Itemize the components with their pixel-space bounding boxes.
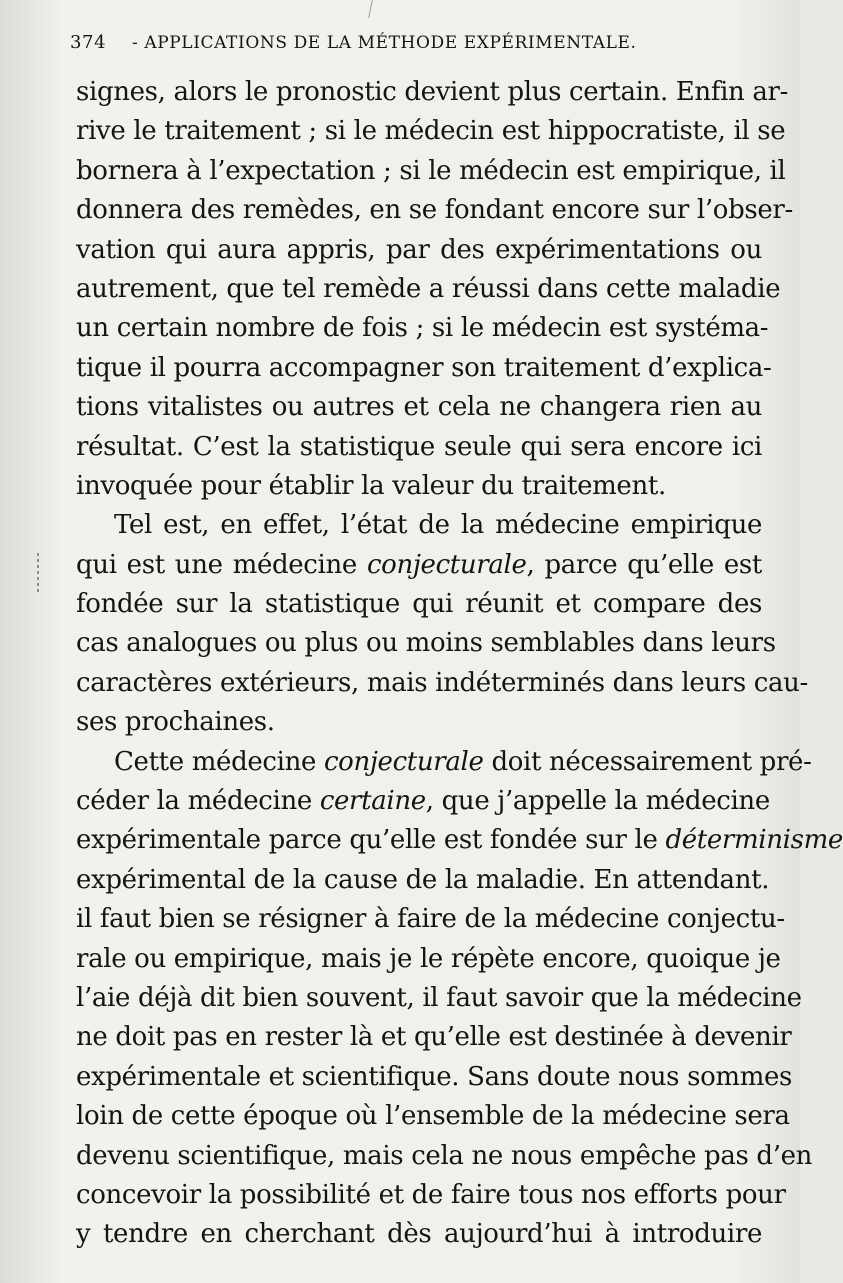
text-line: invoquée pour établir la valeur du traitement. <box>76 470 666 501</box>
text-line: rale ou empirique, mais je le répète encore, quoique je <box>76 943 781 974</box>
italic-term: déterminisme <box>665 825 843 856</box>
paragraph-start-line: Tel est, en effet, l’état de la médecine empirique <box>114 510 762 541</box>
page-header <box>70 32 740 62</box>
text-line: autrement, que tel remède a réussi dans cette maladie <box>76 273 781 304</box>
text-line: résultat. C’est la statistique seule qui sera encore ici <box>76 431 762 462</box>
text-line: cas analogues ou plus ou moins semblables dans leurs <box>76 628 776 659</box>
text-line: ses prochaines. <box>76 707 275 738</box>
text-segment: céder la médecine <box>76 786 320 817</box>
text-line: tique il pourra accompagner son traitement d’explica- <box>76 352 772 383</box>
page-mark <box>368 0 373 18</box>
text-line: fondée sur la statistique qui réunit et compare des <box>76 589 762 620</box>
text-line <box>76 546 762 585</box>
text-segment: doit nécessairement pré- <box>483 746 812 777</box>
text-line: devenu scientifique, mais cela ne nous empêche pas d’en <box>76 1140 813 1171</box>
text-segment: , parce qu’elle est <box>526 549 762 580</box>
text-segment: Cette médecine <box>114 746 324 777</box>
text-line: loin de cette époque où l’ensemble de la médecine sera <box>76 1101 790 1132</box>
text-line: rive le traitement ; si le médecin est hippocratiste, il se <box>76 116 786 147</box>
text-segment: expérimentale parce qu’elle est fondée sur le <box>76 825 666 856</box>
text-segment: , que j’appelle la médecine <box>425 786 770 817</box>
italic-term: conjecturale <box>323 746 484 777</box>
page-number: 374 <box>70 32 107 53</box>
text-line: tions vitalistes ou autres et cela ne changera rien au <box>76 392 762 423</box>
text-line: un certain nombre de fois ; si le médecin est systéma- <box>76 313 769 344</box>
text-line: bornera à l’expectation ; si le médecin est empirique, il <box>76 155 786 186</box>
text-line: ne doit pas en rester là et qu’elle est destinée à devenir <box>76 1022 792 1053</box>
text-segment: qui est une médecine <box>76 549 367 580</box>
text-line: signes, alors le pronostic devient plus certain. Enfin ar- <box>76 77 789 107</box>
text-line: expérimental de la cause de la maladie. En attendant. <box>76 864 770 895</box>
text-line: vation qui aura appris, par des expérimentations ou <box>76 234 762 265</box>
text-line <box>76 821 843 860</box>
text-line: expérimentale et scientifique. Sans doute nous sommes <box>76 1061 793 1092</box>
text-line: il faut bien se résigner à faire de la médecine conjectu- <box>76 904 785 935</box>
paragraph-start-line <box>76 743 812 782</box>
text-line: l’aie déjà dit bien souvent, il faut savoir que la médecine <box>76 982 802 1013</box>
text-line: caractères extérieurs, mais indéterminés dans leurs cau- <box>76 667 808 698</box>
margin-mark <box>37 553 39 593</box>
text-line <box>76 782 770 821</box>
text-line: y tendre en cherchant dès aujourd’hui à introduire <box>76 1219 762 1250</box>
text-line: concevoir la possibilité et de faire tous nos efforts pour <box>76 1179 786 1210</box>
body-text <box>76 73 843 1255</box>
italic-term: certaine <box>319 786 426 817</box>
running-head: - APPLICATIONS DE LA MÉTHODE EXPÉRIMENTALE. <box>132 33 637 53</box>
italic-term: conjecturale <box>366 549 527 580</box>
text-line: donnera des remèdes, en se fondant encore sur l’obser- <box>76 195 793 226</box>
